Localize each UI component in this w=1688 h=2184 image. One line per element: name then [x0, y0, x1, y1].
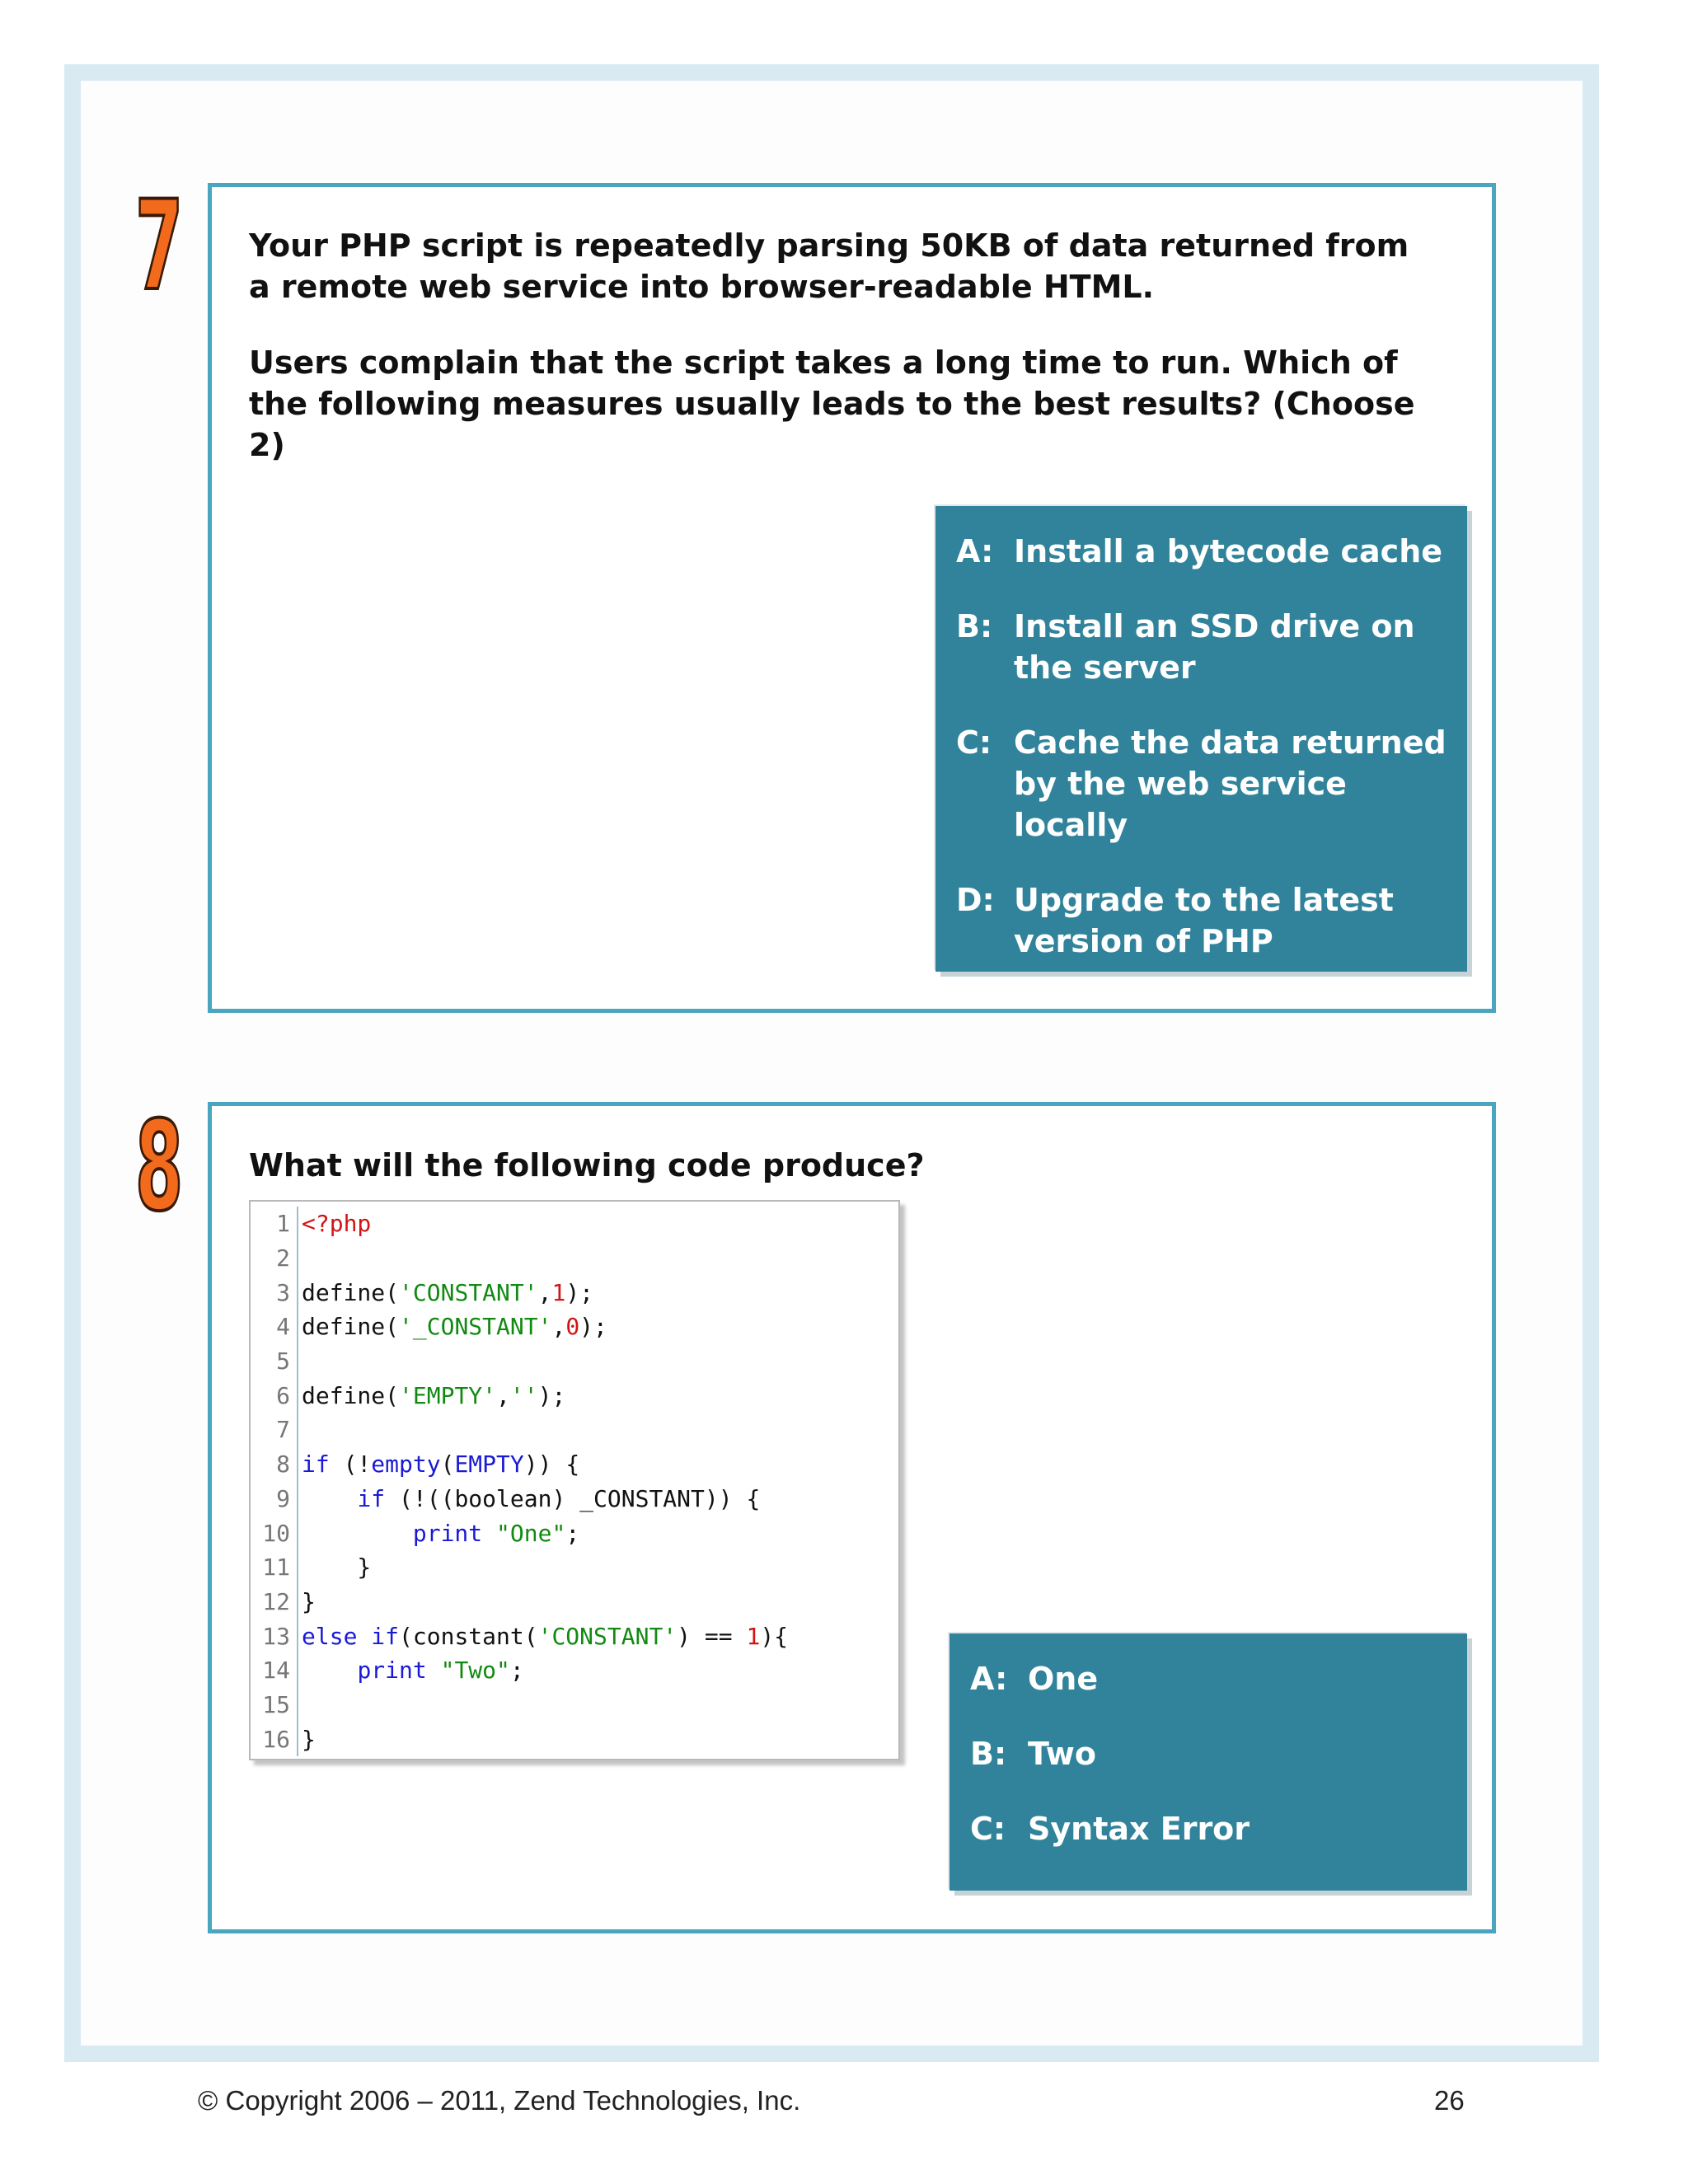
answer-letter: D:: [956, 882, 995, 918]
code-token: 'CONSTANT': [537, 1622, 678, 1650]
line-number: 6: [251, 1378, 298, 1413]
code-token: 1: [746, 1622, 761, 1650]
code-token: ,: [551, 1313, 566, 1341]
code-token: 1: [551, 1278, 566, 1306]
code-token: print: [357, 1657, 427, 1685]
code-token: define(: [302, 1381, 400, 1409]
question-8-box: [208, 1102, 1496, 1933]
code-token: ){: [760, 1622, 789, 1650]
code-token: if: [371, 1622, 400, 1650]
code-line: [251, 1207, 898, 1241]
code-line: [251, 1550, 898, 1585]
code-listing: [249, 1200, 900, 1760]
answer-letter: A:: [956, 533, 994, 569]
code-line: [251, 1619, 898, 1653]
code-token: (: [440, 1451, 455, 1479]
code-token: print: [412, 1519, 483, 1547]
answer-text: Install a bytecode cache: [1014, 533, 1443, 569]
question-8-answers: [950, 1633, 1467, 1891]
answer-text: Install an SSD drive on the server: [1014, 608, 1415, 686]
code-token: [302, 1485, 357, 1512]
code-token: [482, 1520, 496, 1547]
copyright-footer: © Copyright 2006 – 2011, Zend Technologies, Inc.: [198, 2085, 801, 2116]
code-line: [251, 1516, 898, 1550]
answer-text: Upgrade to the latest version of PHP: [1014, 882, 1394, 959]
code-line: [251, 1585, 898, 1619]
code-source: [298, 1657, 524, 1684]
code-line: [251, 1241, 898, 1276]
code-token: )) {: [523, 1451, 580, 1479]
line-number: 8: [251, 1447, 298, 1482]
code-line: [251, 1413, 898, 1447]
code-source: [298, 1623, 788, 1650]
answer-option-a[interactable]: [956, 531, 1451, 572]
code-token: "One": [496, 1519, 566, 1547]
line-number: 13: [251, 1619, 298, 1653]
code-line: [251, 1275, 898, 1310]
line-number: 12: [251, 1585, 298, 1619]
code-line: [251, 1344, 898, 1379]
code-source: [298, 1313, 607, 1340]
code-line: [251, 1310, 898, 1344]
answer-option-c[interactable]: [970, 1808, 1451, 1849]
code-token: 0: [565, 1313, 580, 1341]
answer-option-b[interactable]: [970, 1733, 1451, 1774]
code-token: '': [509, 1381, 538, 1409]
line-number: 11: [251, 1550, 298, 1585]
code-token: 'EMPTY': [399, 1381, 497, 1409]
question-7-text-2: Users complain that the script takes a long time to run. Which of the following measures usually leads to the best results? (Choose 2): [249, 344, 1415, 463]
code-token: "Two": [440, 1657, 510, 1685]
code-source: [298, 1279, 593, 1306]
answer-text: Syntax Error: [1028, 1811, 1250, 1847]
question-7-answers: [935, 506, 1467, 972]
code-token: }: [302, 1554, 372, 1582]
code-source: [298, 1554, 371, 1581]
code-token: ) ==: [677, 1622, 747, 1650]
line-number: 5: [251, 1344, 298, 1379]
code-source: [298, 1588, 316, 1615]
question-8-number: 8: [135, 1095, 184, 1239]
code-token: ;: [565, 1519, 580, 1547]
code-token: (constant(: [399, 1622, 538, 1650]
code-source: [298, 1210, 371, 1237]
code-line: [251, 1688, 898, 1722]
code-line: [251, 1378, 898, 1413]
line-number: 14: [251, 1653, 298, 1688]
answer-letter: B:: [970, 1736, 1007, 1772]
code-token: (!((boolean) _CONSTANT)) {: [385, 1484, 761, 1512]
question-7-number: 7: [135, 175, 184, 318]
code-source: [298, 1485, 760, 1512]
line-number: 10: [251, 1516, 298, 1550]
question-8-text: What will the following code produce?: [249, 1147, 925, 1183]
code-token: }: [302, 1725, 316, 1753]
code-line: [251, 1482, 898, 1516]
code-token: EMPTY: [454, 1451, 524, 1479]
code-token: ,: [496, 1381, 510, 1409]
code-token: 'CONSTANT': [399, 1278, 538, 1306]
code-line: [251, 1722, 898, 1756]
question-7-text-1: Your PHP script is repeatedly parsing 50KB of data returned from a remote web service into browser-readable HTML.: [249, 227, 1409, 305]
answer-text: Two: [1028, 1736, 1096, 1772]
code-token: else: [302, 1622, 358, 1650]
line-number: 16: [251, 1722, 298, 1756]
code-token: }: [302, 1587, 316, 1615]
answer-letter: B:: [956, 608, 993, 644]
line-number: 15: [251, 1688, 298, 1722]
page-number: 26: [1434, 2085, 1465, 2116]
code-token: if: [357, 1484, 386, 1512]
line-number: 2: [251, 1241, 298, 1276]
code-token: );: [537, 1381, 566, 1409]
code-token: '_CONSTANT': [399, 1313, 552, 1341]
line-number: 4: [251, 1310, 298, 1344]
code-source: [298, 1726, 316, 1753]
code-source: [298, 1451, 579, 1478]
code-line: [251, 1653, 898, 1688]
code-token: [302, 1520, 413, 1547]
code-token: <?php: [302, 1210, 372, 1238]
line-number: 9: [251, 1482, 298, 1516]
answer-option-b[interactable]: [956, 606, 1451, 688]
answer-letter: C:: [956, 724, 992, 761]
code-token: (!: [329, 1451, 372, 1479]
code-token: [427, 1657, 441, 1684]
code-token: ;: [509, 1657, 524, 1685]
code-source: [298, 1520, 579, 1547]
answer-text: One: [1028, 1661, 1099, 1697]
line-number: 7: [251, 1413, 298, 1447]
answer-letter: A:: [970, 1661, 1008, 1697]
code-line: [251, 1447, 898, 1482]
code-token: [302, 1657, 357, 1684]
question-7-box: [208, 183, 1496, 1013]
answer-option-c[interactable]: [956, 722, 1451, 846]
code-source: [298, 1382, 565, 1409]
code-token: define(: [302, 1278, 400, 1306]
code-token: empty: [371, 1451, 441, 1479]
line-number: 3: [251, 1275, 298, 1310]
answer-option-a[interactable]: [970, 1658, 1451, 1699]
code-token: );: [565, 1278, 594, 1306]
answer-text: Cache the data returned by the web service locally: [1014, 724, 1447, 843]
code-token: define(: [302, 1313, 400, 1341]
code-token: if: [302, 1451, 330, 1479]
answer-letter: C:: [970, 1811, 1006, 1847]
code-token: ,: [537, 1278, 552, 1306]
code-token: );: [579, 1313, 607, 1341]
code-token: [357, 1623, 371, 1650]
answer-option-d[interactable]: [956, 879, 1451, 962]
line-number: 1: [251, 1207, 298, 1241]
